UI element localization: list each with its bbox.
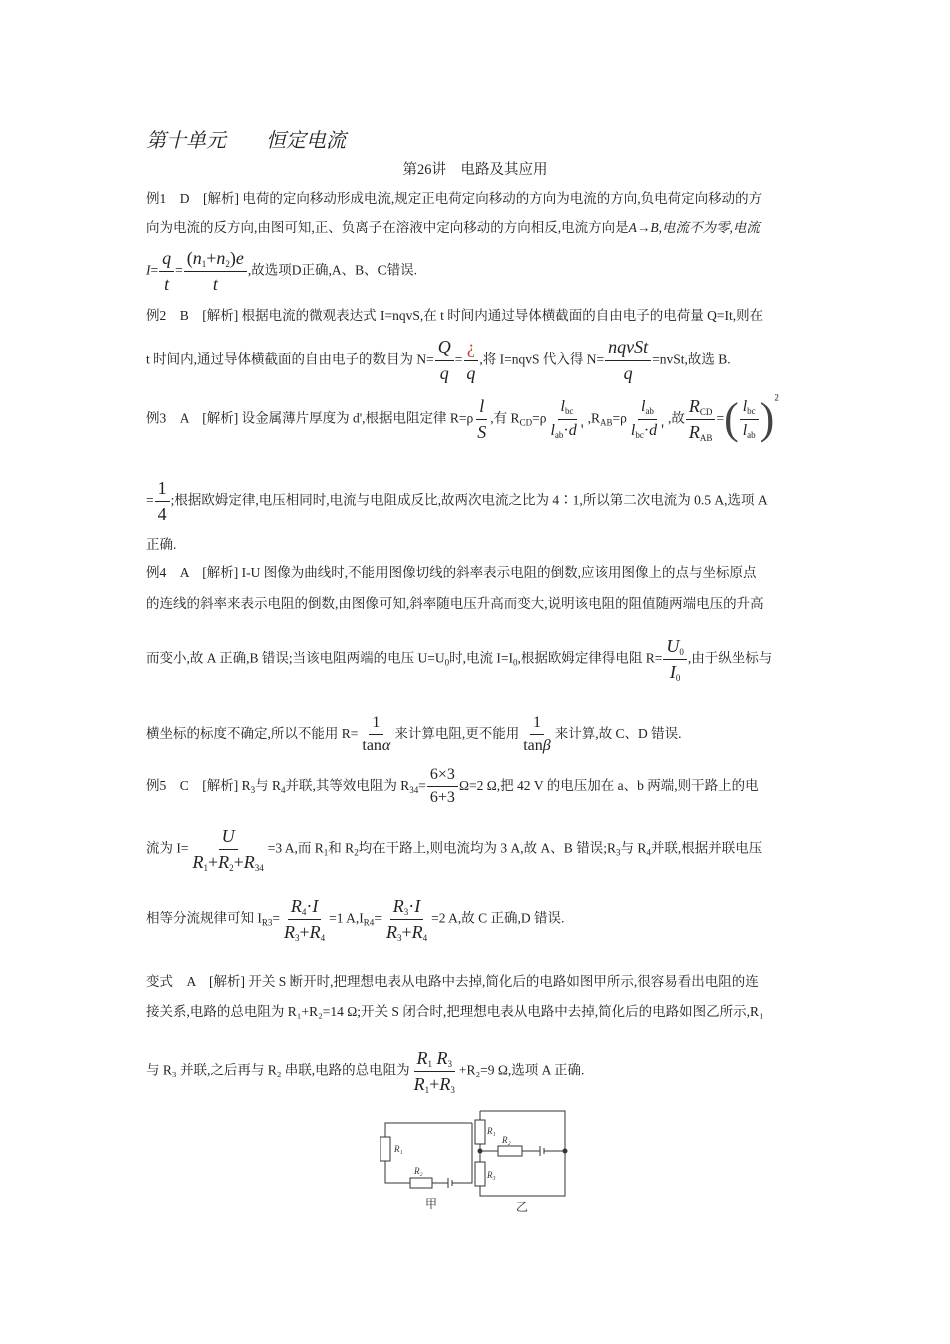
resistor-r2-jia (410, 1178, 432, 1188)
ex3-line2: = $\frac{1}{4}$ ;根据欧姆定律,电压相同时,电流与电阻成反比,故两次电流之比为 4∶1,所以第二次电流为 0.5 A,选项 A (146, 478, 768, 524)
label-jia: 甲 (425, 1197, 438, 1211)
ex5-line1: 例5 C [解析] $R_3$与 $R_4$并联,其等效电阻为 $R_{34}=$ $\frac{6\times 3}{6+3}$ Ω=2 Ω,把 42 V 的电压加在 a、b 两端,则干路上的电 (146, 766, 759, 807)
ex3-line3: 正确. (146, 537, 177, 552)
label-r1-yi: R₁ (487, 1126, 496, 1136)
fraction-U-over-R1R2R34: $\frac{U}{R_1+R_2+R_{34}}$ (192, 826, 264, 873)
fraction-1-over-tan-alpha: $\frac{1}{\tan\alpha}$ (362, 714, 391, 755)
fraction-6x3-over-6plus3: $\frac{6\times 3}{6+3}$ (427, 766, 458, 808)
fraction-U0-over-I0: $\frac{U_0}{I_0}$ (663, 636, 687, 682)
fraction-lab-over-lbc-d: $\frac{l_{ab}}{l_{bc}\cdot d '}$ (630, 398, 665, 440)
label-r2-yi: R₂ (502, 1135, 511, 1145)
label-r2-jia: R₂ (414, 1166, 423, 1176)
fraction-Q-over-q: $\frac{Q}{q}$ (435, 337, 454, 383)
resistor-r3-yi (475, 1162, 485, 1186)
fraction-one-quarter: $\frac{1}{4}$ (155, 478, 170, 524)
ex2-line1: 例2 B [解析] 根据电流的微观表达式 I=nqvS,在 t 时间内通过导体横截面的自由电子的电荷量 Q=It,则在 (146, 308, 764, 323)
fraction-lbc-over-lab: $\frac{l_{bc}}{l_{ab}}$ (740, 398, 759, 440)
ex1-line3: I= $\frac{q}{t}$ = $\frac{(n_1+n_2)e}{t}$ ,故选项D正确,A、B、C错误. (146, 248, 418, 294)
ex5-line3: 相等分流规律可知 $I_{R3}=$ $\frac{R_4\cdot I}{R_3+R_4}$ =1 $A,I_{R4}=$ $\frac{R_3\cdot I}{R_3+R_4}$ =2 A,故 C 正确,D 错误. (146, 896, 565, 943)
ex4-line2: 的连线的斜率来表示电阻的倒数,由图像可知,斜率随电压升高而变大,说明该电阻的阻值随两端电压的升高 (146, 596, 764, 611)
fraction-nqvSt-over-q: $\frac{\text{nqvSt}}{q}$ (605, 337, 651, 383)
fraction-q-over-t: $\frac{q}{t}$ (159, 248, 174, 294)
fraction-R4I-over-R3R4: $\frac{R_4\cdot I}{R_3+R_4}$ (284, 896, 326, 943)
fraction-l-over-S: $\frac{l}{S}$ (477, 396, 487, 442)
ex3-line1: 例3 A [解析] 设金属薄片厚度为 d',根据电阻定律 R=ρ $\frac{l}{S}$ ,有 $R_{CD}=\rho$ $\frac{l_{bc}}{l_{ab}\cdot d '}$ $,R_{AB}=\rho$ $\frac{l_{ab}}{l_{bc}\cdot d '}$ ,故 $\frac{R_{CD}}{R_{AB}}$ =( $\frac{l_{bc}}{l_{ab}}$ )$^2$ (146, 392, 779, 444)
unit-title: 第十单元 恒定电流 (146, 130, 346, 152)
fraction-R3I-over-R3R4: $\frac{R_3\cdot I}{R_3+R_4}$ (385, 896, 428, 943)
circuit-jia (380, 1123, 472, 1188)
resistor-r1-jia (380, 1137, 390, 1161)
circuit-figure (380, 1108, 580, 1218)
ex1-line2: 向为电流的反方向,由图可知,正、负离子在溶液中定向移动的方向相反,电流方向是A→B,电流不为零,电流 (146, 220, 760, 235)
label-r3-yi: R₃ (487, 1170, 496, 1180)
fraction-garbled-over-q: $\frac{¿}{q}$ (463, 337, 478, 383)
variant-line2: 接关系,电路的总电阻为 R₁+R₂=14 Ω;开关 S 闭合时,把理想电表从电路中去掉,简化后的电路如图乙所示,R₁ (146, 1004, 764, 1019)
label-yi: 乙 (516, 1200, 529, 1214)
fraction-1-over-tan-beta: $\frac{1}{\tan\beta}$ (523, 714, 551, 755)
ex2-line2: t 时间内,通过导体横截面的自由电子的数目为 N= $\frac{Q}{q}$ = $\frac{¿}{q}$ ,将 I=nqvS 代入得 N= $\frac{\text{nqvSt}}{q}$ =nvSt,故选 B. (146, 337, 731, 383)
fraction-n1n2e-over-t: $\frac{(n_1+n_2)e}{t}$ (184, 248, 247, 294)
resistor-r1-yi (475, 1120, 485, 1144)
junction-right (563, 1149, 567, 1153)
circuit-yi (475, 1111, 567, 1196)
fraction-R1R3-over-R1plusR3: $\frac{R_1 R_3}{R_1+R_3}$ (413, 1048, 455, 1095)
ex4-line3: 而变小,故 A 正确,B 错误;当该电阻两端的电压 $U=U_0$时,电流 $I=I_0$,根据欧姆定律得电阻 R= $\frac{U_0}{I_0}$ ,由于纵坐标与 (146, 636, 773, 683)
variant-line1: 变式 A [解析] 开关 S 断开时,把理想电表从电路中去掉,简化后的电路如图甲所示,很容易看出电阻的连 (146, 974, 759, 989)
label-r1-jia: R₁ (394, 1144, 403, 1154)
junction-left (478, 1149, 482, 1153)
ex4-line1: 例4 A [解析] I-U 图像为曲线时,不能用图像切线的斜率表示电阻的倒数,应该用图像上的点与坐标原点 (146, 565, 757, 580)
ex5-line2: 流为 I= $\frac{U}{R_1+R_2+R_{34}}$ =3 A,而 $R_1$和 $R_2$均在干路上,则电流均为 3 A,故 A、B 错误$;R_3$与 $R_4$并联,根据并联电压 (146, 826, 763, 873)
lecture-title: 第26讲 电路及其应用 (402, 162, 548, 178)
resistor-r2-yi (498, 1146, 522, 1156)
ex1-line1: 例1 D [解析] 电荷的定向移动形成电流,规定正电荷定向移动的方向为电流的方向,负电荷定向移动的方 (146, 191, 763, 206)
fraction-lbc-over-lab-d: $\frac{l_{bc}}{l_{ab}\cdot d '}$ (550, 398, 584, 440)
ex4-line4: 横坐标的标度不确定,所以不能用 R= $\frac{1}{\tan\alpha}$ 来计算电阻,更不能用 $\frac{1}{\tan\beta}$ 来计算,故 C、D 错误. (146, 714, 682, 755)
fraction-RCD-over-RAB: $\frac{R_{CD}}{R_{AB}}$ (686, 396, 716, 442)
variant-line3: 与 R₃ 并联,之后再与 R₂ 串联,电路的总电阻为 $\frac{R_1 R_3}{R_1+R_3}$ +R₂=9 Ω,选项 A 正确. (146, 1048, 585, 1095)
